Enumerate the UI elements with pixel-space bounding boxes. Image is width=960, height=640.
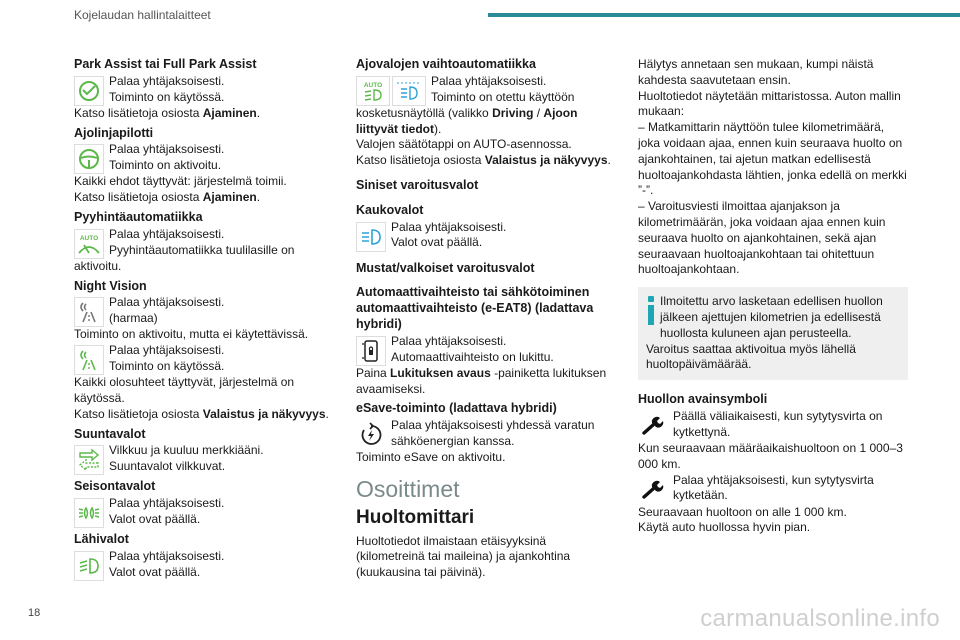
main-beam-line2: Valot ovat päällä. bbox=[391, 235, 483, 250]
steering-wheel-icon bbox=[74, 144, 104, 174]
gearbox-line3: Paina Lukituksen avaus -painiketta lukituksen avaamiseksi. bbox=[356, 365, 607, 396]
column-3 bbox=[638, 57, 908, 536]
main-beam-icon bbox=[356, 222, 386, 252]
night-vision-a-line2: (harmaa) bbox=[109, 311, 158, 326]
park-assist-ref: Katso lisätietoja osiosta Ajaminen. bbox=[74, 105, 261, 120]
main-beam-line1: Palaa yhtäjaksoisesti. bbox=[391, 219, 507, 234]
direction-line2: Suuntavalot vilkkuvat. bbox=[109, 459, 226, 474]
gearbox-line1: Palaa yhtäjaksoisesti. bbox=[391, 333, 507, 348]
auto-wipe-line1: Palaa yhtäjaksoisesti. bbox=[109, 226, 225, 241]
header-accent-bar bbox=[488, 13, 960, 17]
spanner-b-line2: Seuraavaan huoltoon on alle 1 000 km. bbox=[638, 504, 847, 519]
auto-high-beam-icon bbox=[392, 76, 426, 106]
info-text-1: Ilmoitettu arvo lasketaan edellisen huollon jälkeen ajettujen kilometrien ja edellisestä huollosta kuluneen ajan perusteella. bbox=[660, 294, 883, 340]
driver-assist-line2: Toiminto on aktivoitu. bbox=[109, 158, 222, 173]
bw-warnings-heading: Mustat/valkoiset varoitusvalot bbox=[356, 260, 535, 275]
column-1 bbox=[74, 57, 336, 581]
blue-warnings-heading: Siniset varoitusvalot bbox=[356, 177, 479, 192]
dipped-line1: Palaa yhtäjaksoisesti. bbox=[109, 548, 225, 563]
service-intro: Huoltotiedot ilmaistaan etäisyyksinä (kilometreinä tai maileina) ja ajankohtina (kuukausina tai päivinä). bbox=[356, 533, 571, 580]
auto-beam-line4: Valojen säätötappi on AUTO-asennossa. bbox=[356, 137, 572, 152]
sidelights-icon bbox=[74, 498, 104, 528]
info-text-2: Varoitus saattaa aktivoitua myös lähellä huoltopäivämäärää. bbox=[646, 341, 856, 372]
night-vision-active-icon bbox=[74, 345, 104, 375]
spanner-b-line3: Käytä auto huollossa hyvin pian. bbox=[638, 520, 811, 535]
auto-beam-line3: kosketusnäytöllä (valikko Driving / Ajoon liittyvät tiedot). bbox=[356, 105, 578, 136]
auto-wipe-heading: Pyyhintäautomatiikka bbox=[74, 209, 203, 224]
section-title: Osoittimet bbox=[356, 475, 460, 502]
auto-beam-row bbox=[356, 74, 618, 106]
driver-assist-heading: Ajolinjapilotti bbox=[74, 125, 154, 140]
dipped-row bbox=[74, 549, 336, 581]
spanner-a-line1: Päällä väliaikaisesti, kun sytytysvirta on kytkettynä. bbox=[673, 408, 883, 439]
auto-wipe-line2: aktivoitu. bbox=[74, 258, 122, 273]
direction-row bbox=[74, 443, 336, 475]
svg-text:AUTO: AUTO bbox=[363, 81, 383, 89]
dipped-line2: Valot ovat päällä. bbox=[109, 564, 201, 579]
column-2 bbox=[356, 57, 618, 581]
service-p4: – Varoitusviesti ilmoittaa ajanjakson ja kilometrimäärän, joka voidaan ajaa ennen kuin seuraava huolto on ajankohtainen, sekä ajan seuraavaan huoltoajankohtaan tai ohitettuun huoltoajankohtaan. bbox=[638, 199, 886, 277]
service-p3: – Matkamittarin näyttöön tulee kilometrimäärä, joka voidaan ajaa, ennen kuin seuraava huolto on ajankohtainen, tai ajetun matkan edellisestä huoltoajankohdasta lähtien, jonka edellä on merkki ”-”. bbox=[638, 120, 907, 198]
esave-heading: eSave-toiminto (ladattava hybridi) bbox=[356, 401, 557, 416]
dipped-beam-icon bbox=[74, 551, 104, 581]
gearbox-line2: Automaattivaihteisto on lukittu. bbox=[391, 349, 554, 364]
sidelights-row bbox=[74, 496, 336, 528]
direction-heading: Suuntavalot bbox=[74, 426, 146, 441]
turn-signal-icon bbox=[74, 445, 104, 475]
night-vision-heading: Night Vision bbox=[74, 278, 147, 293]
auto-beam-ref: Katso lisätietoja osiosta Valaistus ja näkyvyys. bbox=[356, 153, 611, 168]
night-vision-row-a bbox=[74, 295, 336, 327]
info-icon bbox=[648, 296, 654, 326]
service-p1: Hälytys annetaan sen mukaan, kumpi näistä kahdesta saavutetaan ensin. bbox=[638, 57, 874, 87]
spanner-icon bbox=[638, 411, 668, 441]
sidelights-line2: Valot ovat päällä. bbox=[109, 511, 201, 526]
night-vision-b-line1: Palaa yhtäjaksoisesti. bbox=[109, 343, 225, 358]
driver-assist-line1: Palaa yhtäjaksoisesti. bbox=[109, 142, 225, 157]
main-beam-row bbox=[356, 220, 618, 252]
svg-text:AUTO: AUTO bbox=[79, 234, 99, 242]
header-title: Kojelaudan hallintalaitteet bbox=[74, 8, 211, 22]
main-beam-heading: Kaukovalot bbox=[356, 202, 424, 217]
gearbox-heading: Automaattivaihteisto tai sähkötoiminen automaattivaihteisto (e-EAT8) (ladattava hybridi) bbox=[356, 285, 594, 331]
page-number: 18 bbox=[28, 607, 41, 619]
gearbox-row bbox=[356, 334, 618, 366]
spanner-heading: Huollon avainsymboli bbox=[638, 392, 768, 407]
night-vision-b-line3: Kaikki olosuhteet täyttyvät, järjestelmä on käytössä. bbox=[74, 375, 295, 405]
night-vision-icon bbox=[74, 297, 104, 327]
driver-assist-ref: Katso lisätietoja osiosta Ajaminen. bbox=[74, 190, 261, 205]
esave-icon bbox=[356, 420, 386, 450]
direction-line1: Vilkkuu ja kuuluu merkkiääni. bbox=[109, 443, 264, 458]
spanner-steady-icon bbox=[638, 475, 668, 505]
spanner-row-a bbox=[638, 409, 908, 441]
night-vision-row-b bbox=[74, 343, 336, 375]
night-vision-ref: Katso lisätietoja osiosta Valaistus ja näkyvyys. bbox=[74, 406, 329, 421]
park-assist-icon bbox=[74, 76, 104, 106]
auto-wipe-row bbox=[74, 227, 336, 259]
auto-beam-line2: Toiminto on otettu käyttöön bbox=[431, 89, 575, 104]
auto-wipe-line2-part: Pyyhintäautomatiikka tuulilasille on bbox=[109, 242, 295, 257]
night-vision-a-line1: Palaa yhtäjaksoisesti. bbox=[109, 295, 225, 310]
gearbox-lock-icon bbox=[356, 336, 386, 366]
night-vision-b-line2: Toiminto on käytössä. bbox=[109, 358, 225, 373]
spanner-row-b bbox=[638, 473, 908, 505]
driver-assist-row bbox=[74, 142, 336, 174]
sidelights-line1: Palaa yhtäjaksoisesti. bbox=[109, 496, 225, 511]
watermark: carmanualsonline.info bbox=[700, 605, 940, 632]
park-assist-heading: Park Assist tai Full Park Assist bbox=[74, 57, 257, 71]
dipped-heading: Lähivalot bbox=[74, 532, 129, 547]
auto-headlamp-icon bbox=[356, 76, 390, 106]
info-box bbox=[638, 287, 908, 380]
sidelights-heading: Seisontavalot bbox=[74, 479, 156, 494]
driver-assist-line3: Kaikki ehdot täyttyvät: järjestelmä toimii. bbox=[74, 174, 287, 189]
subsection-title: Huoltomittari bbox=[356, 506, 475, 528]
spanner-b-line1: Palaa yhtäjaksoisesti, kun sytytysvirta kytketään. bbox=[673, 472, 874, 503]
esave-row bbox=[356, 418, 618, 450]
service-p2: Huoltotiedot näytetään mittaristossa. Auton mallin mukaan: bbox=[638, 88, 901, 119]
auto-beam-line1: Palaa yhtäjaksoisesti. bbox=[431, 73, 547, 88]
night-vision-a-line3: Toiminto on aktivoitu, mutta ei käytettävissä. bbox=[74, 327, 309, 342]
park-assist-line1: Palaa yhtäjaksoisesti. bbox=[109, 73, 225, 88]
esave-line2: Toiminto eSave on aktivoitu. bbox=[356, 450, 506, 465]
auto-wiper-icon bbox=[74, 229, 104, 259]
esave-line1: Palaa yhtäjaksoisesti yhdessä varatun sähköenergian kanssa. bbox=[391, 418, 595, 448]
auto-beam-heading: Ajovalojen vaihtoautomatiikka bbox=[356, 57, 536, 71]
park-assist-line2: Toiminto on käytössä. bbox=[109, 89, 225, 104]
spanner-a-line2: Kun seuraavaan määräaikaishuoltoon on 1 000–3 000 km. bbox=[638, 440, 903, 471]
park-assist-row bbox=[74, 74, 336, 106]
